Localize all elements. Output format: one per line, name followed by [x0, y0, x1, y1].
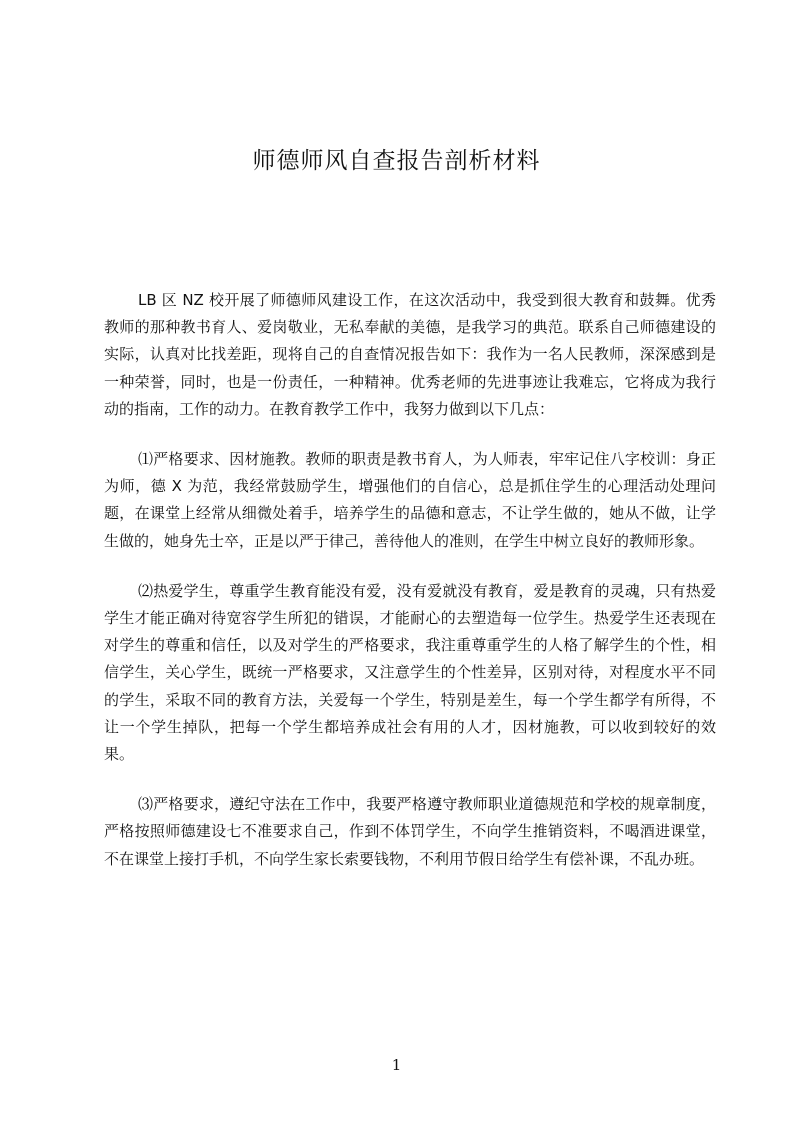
paragraph-point-3: ⑶严格要求，遵纪守法在工作中，我要严格遵守教师职业道德规范和学校的规章制度，严格按照师德建设七不准要求自己，作到不体罚学生，不向学生推销资料，不喝酒进课堂，不在课堂上接打手机，不向学生家长索要钱物，不利用节假日给学生有偿补课，不乱办班。	[104, 795, 716, 868]
page-number: 1	[391, 1056, 402, 1074]
paragraph-point-1: ⑴严格要求、因材施教。教师的职责是教书育人，为人师表，牢牢记住八字校训：身正为师，德 X 为范，我经常鼓励学生，增强他们的自信心，总是抓住学生的心理活动处理问题，在课堂上经常从细微处着手，培养学生的品德和意志，不让学生做的，她从不做，让学生做的，她身先士卒，正是以严于律己，善待他人的准则，在学生中树立良好的教师形象。	[104, 450, 716, 550]
document-title: 师德师风自查报告剖析材料	[252, 148, 541, 174]
document-body	[104, 287, 716, 896]
paragraph-intro: LB 区 NZ 校开展了师德师风建设工作，在这次活动中，我受到很大教育和鼓舞。优秀教师的那种教书育人、爱岗敬业，无私奉献的美德，是我学习的典范。联系自己师德建设的实际，认真对比找差距，现将自己的自查情况报告如下：我作为一名人民教师，深深感到是一种荣誉，同时，也是一份责任，一种精神。优秀老师的先进事迹让我难忘，它将成为我行动的指南，工作的动力。在教育教学工作中，我努力做到以下几点：	[104, 291, 716, 418]
paragraph-point-2: ⑵热爱学生，尊重学生教育能没有爱，没有爱就没有教育，爱是教育的灵魂，只有热爱学生才能正确对待宽容学生所犯的错误，才能耐心的去塑造每一位学生。热爱学生还表现在对学生的尊重和信任，以及对学生的严格要求，我注重尊重学生的人格了解学生的个性，相信学生，关心学生，既统一严格要求，又注意学生的个性差异，区别对待，对程度水平不同的学生，采取不同的教育方法，关爱每一个学生，特别是差生，每一个学生都学有所得，不让一个学生掉队，把每一个学生都培养成社会有用的人才，因材施教，可以收到较好的效果。	[104, 581, 716, 764]
